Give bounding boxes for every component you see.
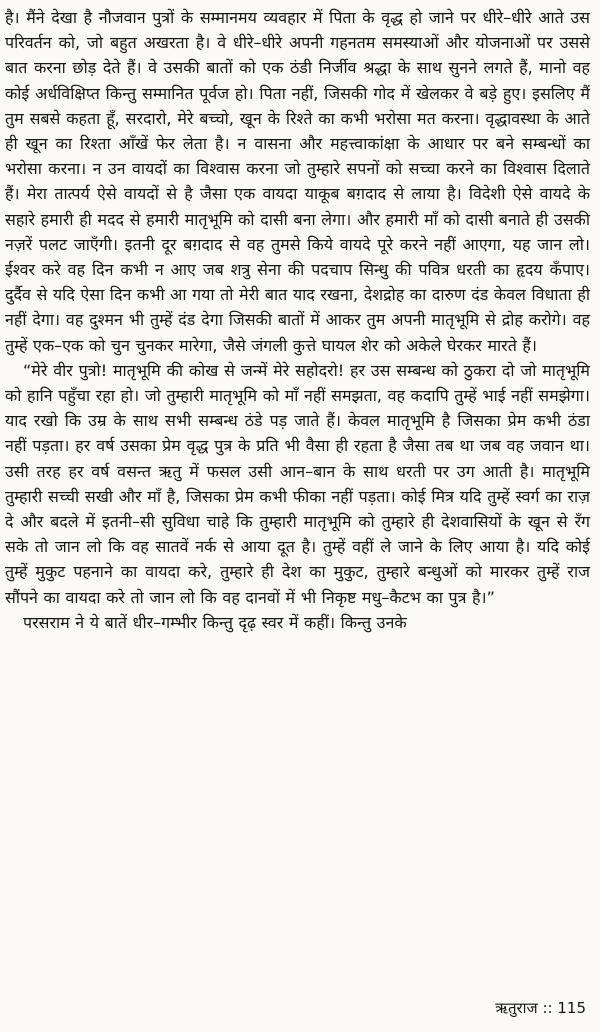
body-text [5,5,590,635]
paragraph-2: “मेरे वीर पुत्रो! मातृभूमि की कोख से जन्में मेरे सहोदरो! हर उस सम्बन्ध को ठुकरा दो जो मातृभूमि को हानि पहुँचा रहा हो। जो तुम्हारी मातृभूमि को माँ नहीं समझता, वह कदापि तुम्हें भाई नहीं समझेगा। याद रखो कि उम्र के साथ सभी सम्बन्ध ठंडे पड़ जाते हैं। केवल मातृभूमि है जिसका प्रेम कभी ठंडा नहीं पड़ता। हर वर्ष उसका प्रेम वृद्ध पुत्र के प्रति भी वैसा ही रहता है जैसा तब था जब वह जवान था। उसी तरह हर वर्ष वसन्त ऋतु में फसल उसी आन–बान के साथ धरती पर उग आती है। मातृभूमि तुम्हारी सच्ची सखी और माँ है, जिसका प्रेम कभी फीका नहीं पड़ता। कोई मित्र यदि तुम्हें स्वर्ग का राज़ दे और बदले में इतनी–सी सुविधा चाहे कि तुम्हारी मातृभूमि को तुम्हारे ही देशवासियों के खून से रँग सके तो जान लो कि वह सातवें नर्क से आया दूत है। तुम्हें वहीं ले जाने के लिए आया है। यदि कोई तुम्हें मुकुट पहनाने का वायदा करे, तुम्हारे ही देश का मुकुट, तुम्हारे बन्धुओं को मारकर तुम्हें राज सौंपने का वायदा करे तो जान लो कि वह दानवों में भी निकृष्ट मधु–कैटभ का पुत्र है।” [5,360,590,607]
page-number: 115 [557,999,586,1017]
book-title: ऋतुराज [495,999,538,1017]
page-footer [495,998,586,1018]
paragraph-1: है। मैंने देखा है नौजवान पुत्रों के सम्मानमय व्यवहार में पिता के वृद्ध हो जाने पर धीरे–धीरे आते उस परिवर्तन को, जो बहुत अखरता है। वे धीरे–धीरे अपनी गहनतम समस्याओं और योजनाओं पर उससे बात करना छोड़ देते हैं। वे उसकी बातों को एक ठंडी निर्जीव श्रद्धा के साथ सुनने लगते हैं, मानो वह कोई अर्धविक्षिप्त किन्तु सम्मानित पूर्वज हो। पिता नहीं, जिसकी गोद में खेलकर वे बड़े हुए। इसलिए मैं तुम सबसे कहता हूँ, सरदारो, मेरे बच्चो, खून के रिश्ते का कभी भरोसा मत करना। वृद्धावस्था के आते ही खून का रिश्ता आँखें फेर लेता है। न वासना और महत्त्वाकांक्षा के आधार पर बने सम्बन्धों का भरोसा करना। न उन वायदों का विश्वास करना जो तुम्हारे सपनों को सच्चा करने का विश्वास दिलाते हैं। मेरा तात्पर्य ऐसे वायदों से है जैसा एक वायदा याकूब बग़दाद से लाया है। विदेशी ऐसे वायदे के सहारे हमारी ही मदद से हमारी मातृभूमि को दासी बना लेगा। और हमारी माँ को दासी बनाते ही उसकी नज़रें पलट जाएँगी। इतनी दूर बग़दाद से वह तुमसे किये वायदे पूरे करने नहीं आएगा, यह जान लो। ईश्वर करे वह दिन कभी न आए जब शत्रु सेना की पदचाप सिन्धु की पवित्र धरती का हृदय कँपाए। दुर्दैव से यदि ऐसा दिन कभी आ गया तो मेरी बात याद रखना, देशद्रोह का दारुण दंड केवल विधाता ही नहीं देगा। वह दुश्मन भी तुम्हें दंड देगा जिसकी बातों में आकर तुम अपनी मातृभूमि से द्रोह करोगे। वह तुम्हें एक–एक को चुन चुनकर मारेगा, जैसे जंगली कुत्ते घायल शेर को अकेले घेरकर मारते हैं। [5,8,590,355]
paragraph-3: परसराम ने ये बातें धीर–गम्भीर किन्तु दृढ़ स्वर में कहीं। किन्तु उनके [23,612,407,632]
footer-separator: :: [542,999,553,1017]
